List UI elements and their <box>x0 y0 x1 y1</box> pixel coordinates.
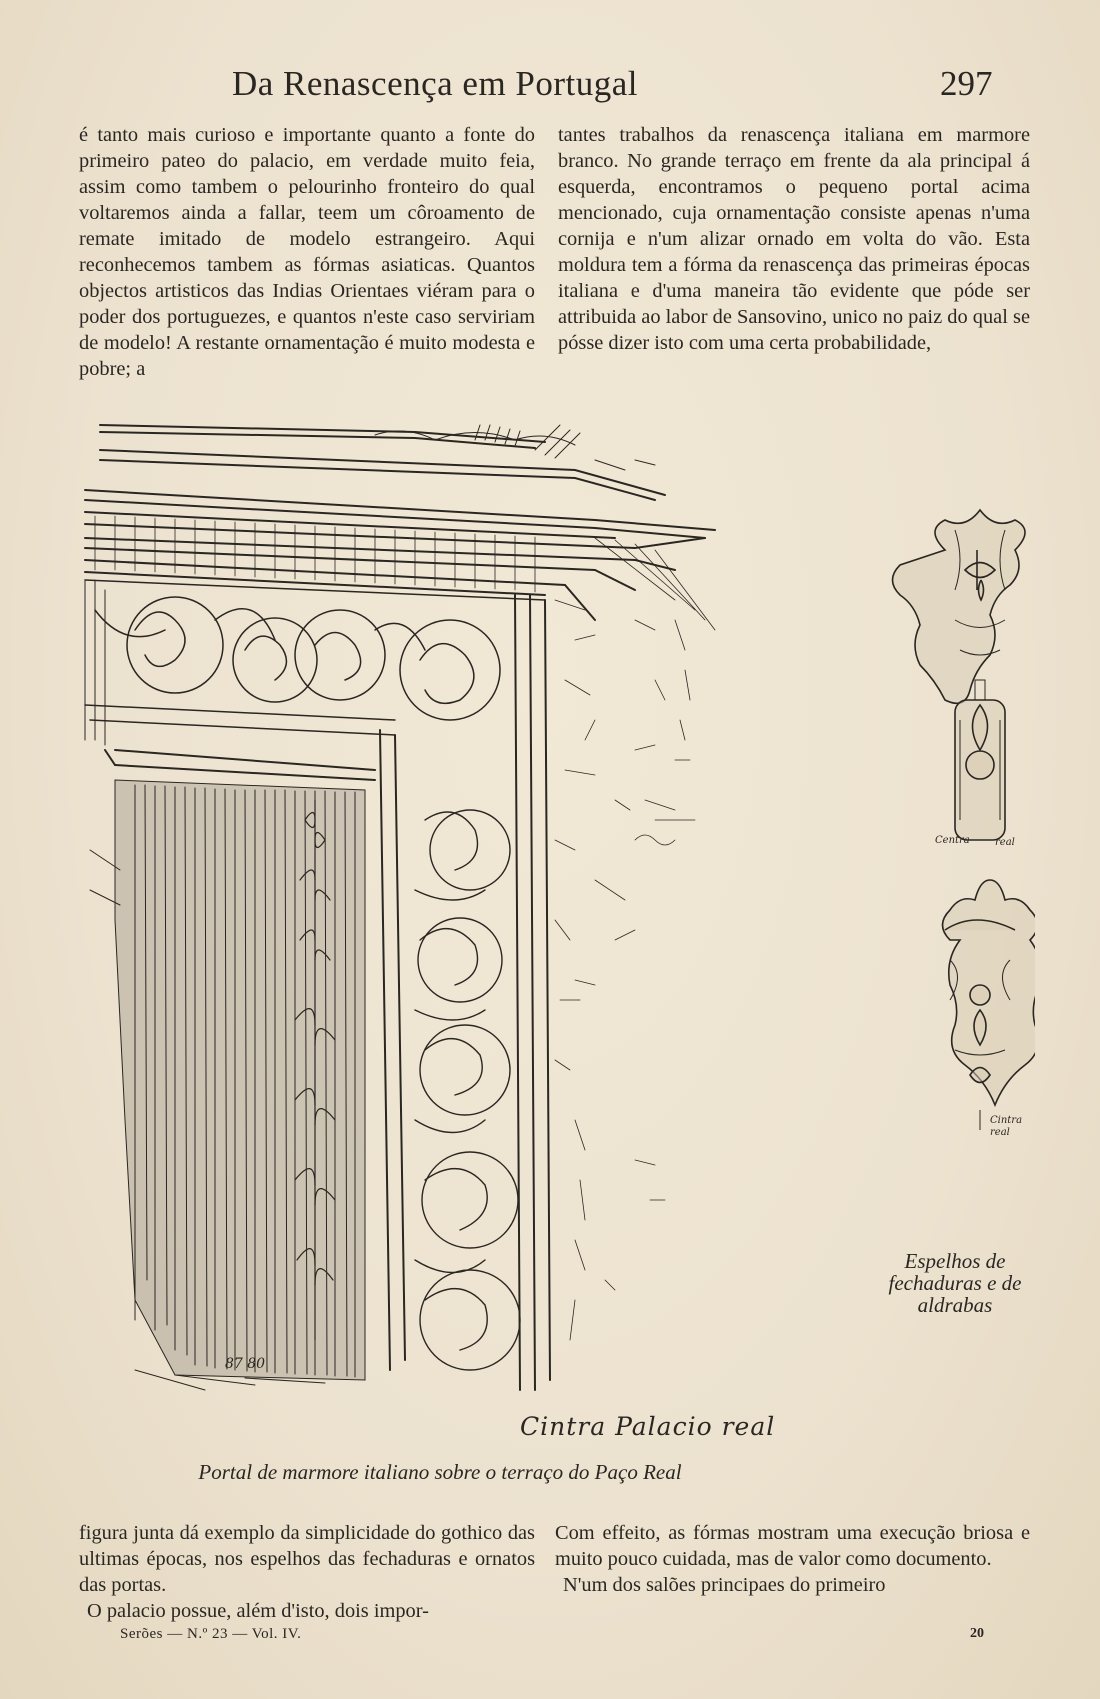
paragraph: é tanto mais curioso e importante quanto a fonte do primeiro pateo do palacio, em verdade muito feia, assim como tambem o pelourinho fronteiro do qual voltaremos ainda a fallar, teem um côroamento de remate imitado de modelo estrangeiro. Aqui reconhecemos tambem as fórmas asiaticas. Quantos objectos artisticos das Indias Orientaes viéram para o poder dos portuguezes, e quantos n'este caso serviriam de modelo! A restante ornamentação é muito modesta e pobre; a <box>79 124 535 380</box>
jamb-rinceau <box>415 810 520 1370</box>
text-column-right-bottom <box>555 1520 1030 1598</box>
illustration-caption: Portal de marmore italiano sobre o terraço do Paço Real <box>198 1460 682 1484</box>
artist-monogram: 87 80 <box>225 1356 266 1372</box>
escutcheon-plate-1 <box>893 510 1026 840</box>
paragraph: figura junta dá exemplo da simplicidade do gothico das ultimas épocas, nos espelhos das fechaduras e ornatos das portas. <box>79 1522 535 1596</box>
plate-1-label-b: real <box>995 837 1015 848</box>
paragraph: N'um dos salões principaes do primeiro <box>563 1574 886 1596</box>
doorway-shadow <box>115 780 365 1380</box>
page-number: 297 <box>940 64 993 103</box>
running-title: Da Renascença em Portugal <box>231 64 639 103</box>
paragraph: O palacio possue, além d'isto, dois impor- <box>87 1600 429 1622</box>
text-column-left-top <box>79 122 535 382</box>
footer-signature: Serões — N.º 23 — Vol. IV. <box>120 1626 302 1642</box>
cornice <box>85 425 715 620</box>
handwritten-label: Cintra Palacio real <box>520 1412 776 1441</box>
text-column-left-bottom <box>79 1520 535 1624</box>
footer-sheet-number: 20 <box>970 1626 984 1641</box>
paragraph: Com effeito, as fórmas mostram uma execução briosa e muito pouco cuidada, mas de valor como documento. <box>555 1522 1030 1570</box>
paragraph: tantes trabalhos da renascença italiana em marmore branco. No grande terraço em frente da ala principal á esquerda, encontramos o pequeno portal acima mencionado, cuja ornamentação consiste apenas n'uma cornija e n'um alizar ornado em volta do vão. Esta moldura tem a fórma da renascença das primeiras épocas italiana e d'uma maneira tão evidente que póde ser attribuida ao labor de Sansovino, unico no paiz do qual se pósse dizer isto com uma certa probabilidade, <box>558 124 1030 354</box>
frieze <box>85 580 545 735</box>
text-column-right-top <box>558 122 1030 356</box>
wall-texture <box>555 600 695 1340</box>
escutcheon-caption: Espelhos de fechaduras e de aldrabas <box>888 1249 1022 1317</box>
plate-2-label-b: real <box>990 1127 1010 1138</box>
plate-2-label-a: Cintra <box>990 1115 1023 1126</box>
escutcheon-plate-2 <box>943 880 1036 1105</box>
cornice-hatching <box>95 516 715 630</box>
plate-1-label-a: Centra <box>935 835 970 846</box>
